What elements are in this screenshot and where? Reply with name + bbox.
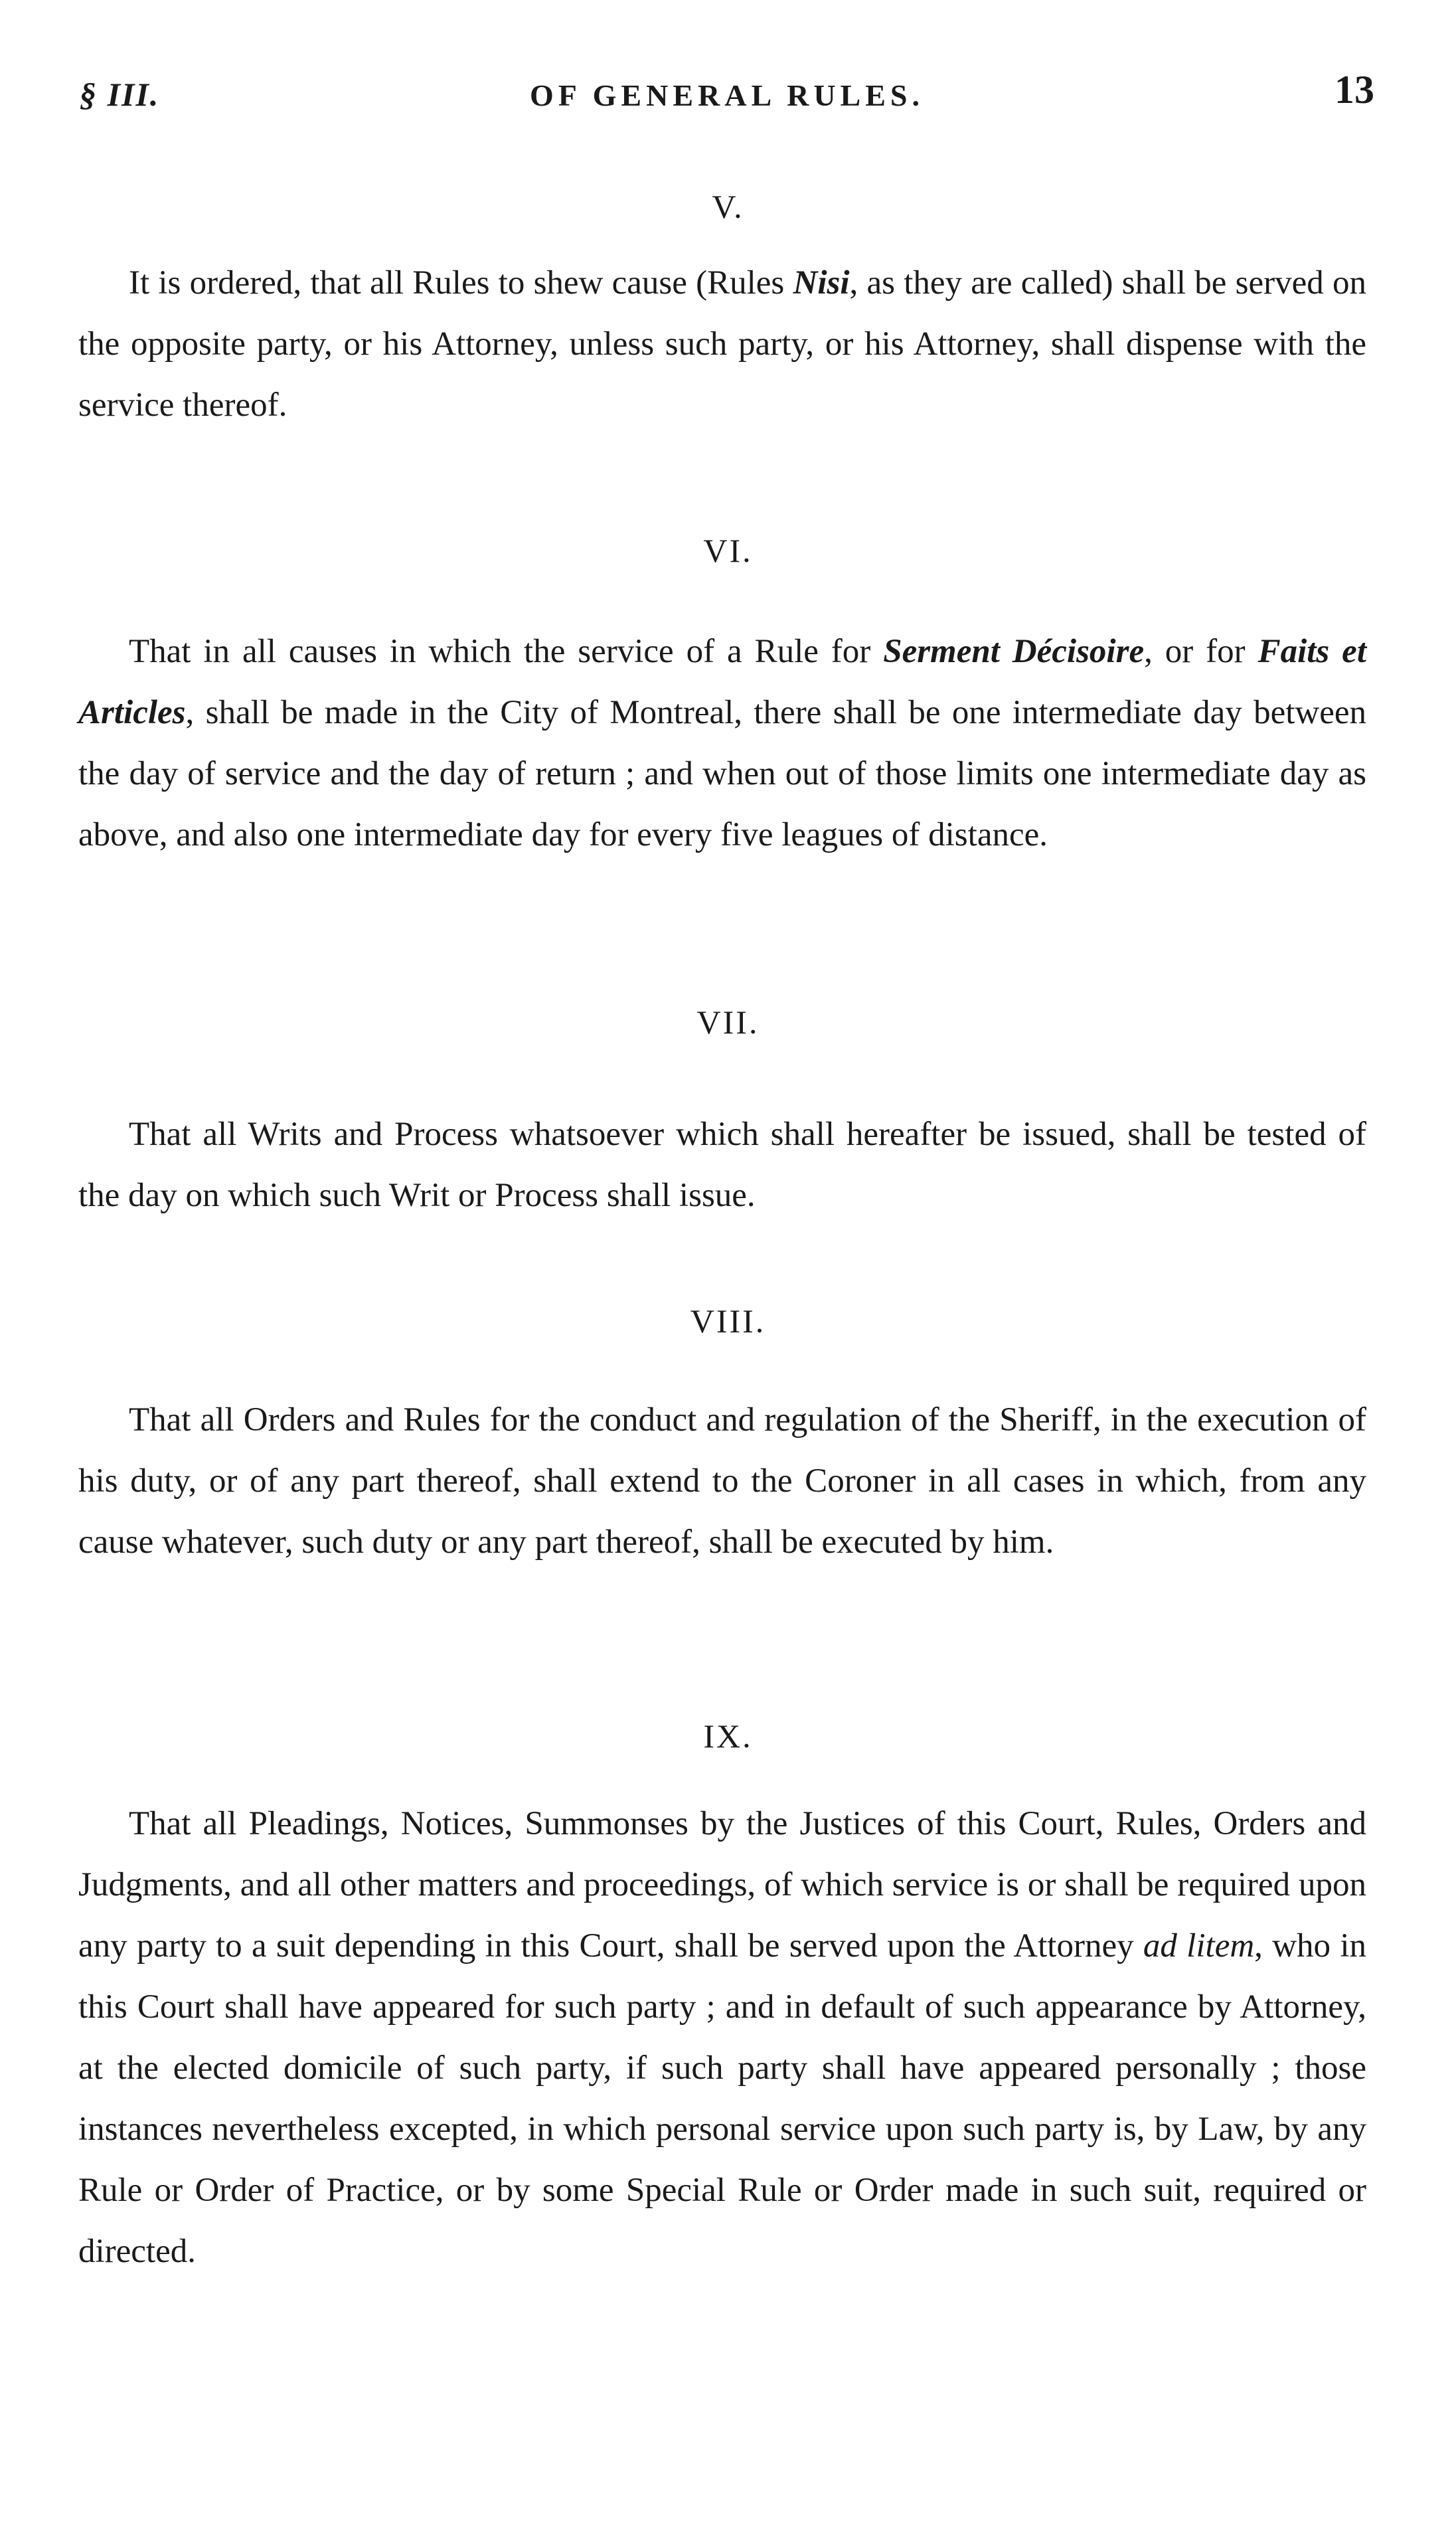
section-marker: § III. bbox=[80, 76, 160, 113]
rule-text-segment: It is ordered, that all Rules to shew cause (Rules bbox=[129, 264, 793, 302]
rule-number-ix: IX. bbox=[703, 1717, 753, 1755]
rule-text-segment: Serment Décisoire bbox=[883, 633, 1145, 670]
rule-text-viii bbox=[78, 1389, 1366, 1573]
rule-text-segment: , as they are called) shall be served on the opposite party, or his Attorney, unless such party, or his Attorney, shall dispense with the service thereof. bbox=[78, 264, 1367, 424]
rule-text-segment: , or for bbox=[1144, 633, 1258, 670]
rule-text-vi bbox=[78, 621, 1366, 865]
rule-number-vii: VII. bbox=[696, 1003, 760, 1041]
rule-number-v: V. bbox=[712, 188, 744, 225]
rule-text-segment: Faits et Articles bbox=[78, 633, 1366, 731]
rule-text-segment: ad litem bbox=[1143, 1927, 1255, 1964]
rule-text-segment: That all Writs and Process whatsoever which shall hereafter be issued, shall be tested of the day on which such Writ or Process shall issue. bbox=[78, 1116, 1366, 1214]
rule-text-segment: That in all causes in which the service of a Rule for bbox=[129, 633, 884, 670]
running-head bbox=[80, 63, 1374, 116]
rule-text-segment: , who in this Court shall have appeared for such party ; and in default of such appearance by Attorney, at the elected domicile of such party, if such party shall have appeared personally ; those instances nevertheless excepted, in which personal service upon such party is, by Law, by any Rule or Order of Practice, or by some Special Rule or Order made in such suit, required or directed. bbox=[78, 1927, 1367, 2270]
rule-text-segment: That all Orders and Rules for the conduct and regulation of the Sheriff, in the execution of his duty, or of any part thereof, shall extend to the Coroner in all cases in which, from any cause whatever, such duty or any part thereof, shall be executed by him. bbox=[78, 1401, 1366, 1561]
rule-text-v bbox=[78, 252, 1366, 436]
rule-text-segment: , shall be made in the City of Montreal, there shall be one intermediate day between the day of service and the day of return ; and when out of those limits one intermediate day as above, and also one intermediate day for every five leagues of distance. bbox=[78, 694, 1366, 853]
rule-number-viii: VIII. bbox=[690, 1302, 766, 1340]
rule-text-segment: Nisi bbox=[793, 264, 850, 302]
chapter-title: OF GENERAL RULES. bbox=[529, 78, 924, 112]
rule-text-vii bbox=[78, 1104, 1366, 1226]
rule-text-ix bbox=[78, 1793, 1366, 2282]
page-number: 13 bbox=[1335, 68, 1374, 112]
rule-number-vi: VI. bbox=[703, 532, 753, 569]
rule-text-segment: That all Pleadings, Notices, Summonses by the Justices of this Court, Rules, Orders and Judgments, and all other matters and proceedings, of which service is or shall be required upon any party to a suit depending in this Court, shall be served upon the Attorney bbox=[78, 1805, 1366, 1964]
